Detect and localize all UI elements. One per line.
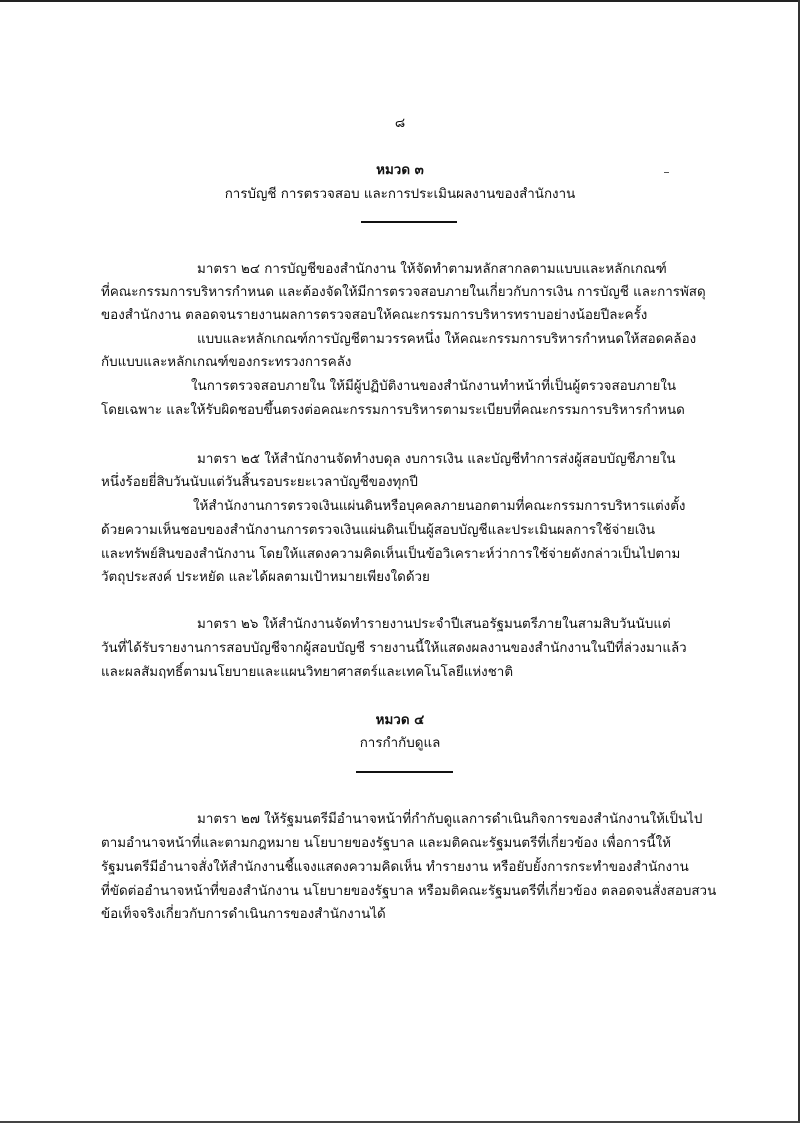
section-24-line-3: ของสำนักงาน ตลอดจนรายงานผลการตรวจสอบให้คณะกรรมการบริหารทราบอย่างน้อยปีละครั้ง [101,308,648,323]
scan-border-top [0,0,800,2]
section-24-line-2: ที่คณะกรรมการบริหารกำหนด และต้องจัดให้มีการตรวจสอบภายในเกี่ยวกับการเงิน การบัญชี และการพัสดุ [101,285,706,300]
section-24-line-1: มาตรา ๒๔ การบัญชีของสำนักงาน ให้จัดทำตามหลักสากลตามแบบและหลักเกณฑ์ [197,262,667,277]
section-24-line-4: แบบและหลักเกณฑ์การบัญชีตามวรรคหนึ่ง ให้คณะกรรมการบริหารกำหนดให้สอดคล้อง [197,332,697,347]
section-25-line-1: มาตรา ๒๕ ให้สำนักงานจัดทำงบดุล งบการเงิน และบัญชีทำการส่งผู้สอบบัญชีภายใน [197,452,676,467]
chapter-4-heading: หมวด ๔ [375,712,425,728]
section-25-line-3: ให้สำนักงานการตรวจเงินแผ่นดินหรือบุคคลภายนอกตามที่คณะกรรมการบริหารแต่งตั้ง [193,499,686,514]
section-26-line-1: มาตรา ๒๖ ให้สำนักงานจัดทำรายงานประจำปีเสนอรัฐมนตรีภายในสามสิบวันนับแต่ [197,617,671,632]
section-27-line-1: มาตรา ๒๗ ให้รัฐมนตรีมีอำนาจหน้าที่กำกับดูแลการดำเนินกิจการของสำนักงานให้เป็นไป [197,812,703,827]
section-25-line-5: และทรัพย์สินของสำนักงาน โดยให้แสดงความคิดเห็นเป็นข้อวิเคราะห์ว่าการใช้จ่ายดังกล่าวเป็นไปตาม [101,547,681,562]
section-24-line-5: กับแบบและหลักเกณฑ์ของกระทรวงการคลัง [101,355,352,370]
section-25-line-6: วัตถุประสงค์ ประหยัด และได้ผลตามเป้าหมายเพียงใดด้วย [101,570,430,585]
chapter-3-divider [361,221,457,223]
section-26-line-3: และผลสัมฤทธิ์ตามนโยบายและแผนวิทยาศาสตร์และเทคโนโลยีแห่งชาติ [101,665,514,680]
section-25-line-4: ด้วยความเห็นชอบของสำนักงานการตรวจเงินแผ่นดินเป็นผู้สอบบัญชีและประเมินผลการใช้จ่ายเงิน [101,523,656,538]
section-25-line-2: หนึ่งร้อยยี่สิบวันนับแต่วันสิ้นรอบระยะเวลาบัญชีของทุกปี [101,475,418,490]
chapter-4-divider [356,771,453,773]
section-24-line-7: โดยเฉพาะ และให้รับผิดชอบขึ้นตรงต่อคณะกรรมการบริหารตามระเบียบที่คณะกรรมการบริหารกำหนด [101,403,685,418]
section-27-line-3: รัฐมนตรีมีอำนาจสั่งให้สำนักงานชี้แจงแสดงความคิดเห็น ทำรายงาน หรือยับยั้งการกระทำของสำนักงาน [101,860,689,875]
section-26-line-2: วันที่ได้รับรายงานการสอบบัญชีจากผู้สอบบัญชี รายงานนี้ให้แสดงผลงานของสำนักงานในปีที่ล่วงมาแล้ว [101,641,687,656]
chapter-3-title: การบัญชี การตรวจสอบ และการประเมินผลงานของสำนักงาน [224,187,576,202]
section-27-line-5: ข้อเท็จจริงเกี่ยวกับการดำเนินการของสำนักงานได้ [101,907,386,922]
section-24-line-6: ในการตรวจสอบภายใน ให้มีผู้ปฏิบัติงานของสำนักงานทำหน้าที่เป็นผู้ตรวจสอบภายใน [191,379,677,394]
section-27-line-2: ตามอำนาจหน้าที่และตามกฎหมาย นโยบายของรัฐบาล และมติคณะรัฐมนตรีที่เกี่ยวข้อง เพื่อการนี้ให้ [101,836,671,851]
section-27-line-4: ที่ขัดต่ออำนาจหน้าที่ของสำนักงาน นโยบายของรัฐบาล หรือมติคณะรัฐมนตรีที่เกี่ยวข้อง ตลอดจนสั่งสอบสวน [101,884,717,899]
page-number: ๘ [394,116,406,131]
chapter-4-title: การกำกับดูแล [359,736,441,751]
chapter-3-heading: หมวด ๓ [376,162,424,178]
